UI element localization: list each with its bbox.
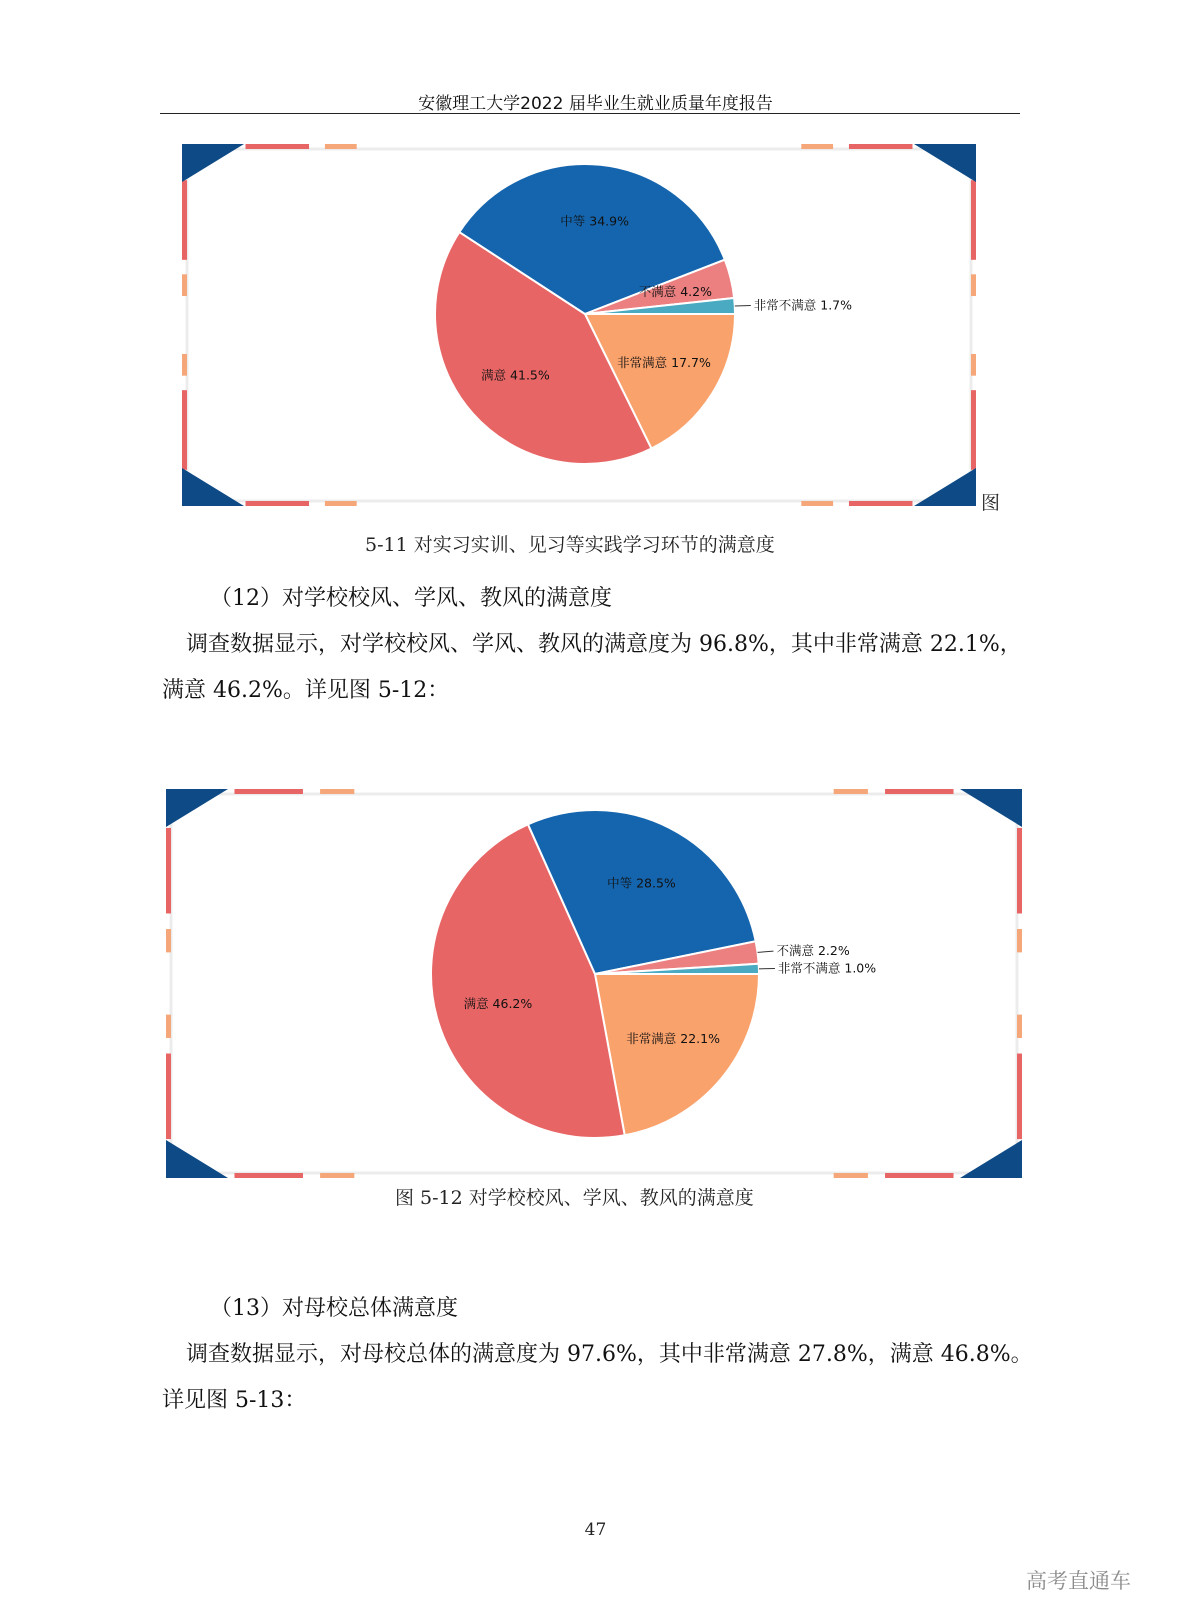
- frame-bottom-accent: [320, 1173, 354, 1178]
- figure-5-12-caption: 图 5-12 对学校校风、学风、教风的满意度: [395, 1187, 754, 1209]
- section-12-text-line-2: 满意 46.2%。详见图 5-12：: [162, 678, 450, 703]
- pie-slice-label-3: 不满意 2.2%: [776, 943, 850, 959]
- frame-right-accent: [971, 180, 976, 260]
- frame-top-accent: [834, 789, 868, 794]
- pie-slice-label-2: 中等 34.9%: [560, 213, 629, 229]
- section-13-text-line-2: 详见图 5-13：: [162, 1388, 307, 1413]
- frame-right-accent: [971, 274, 976, 296]
- section-12-text-line-1: 调查数据显示，对学校校风、学风、教风的满意度为 96.8%，其中非常满意 22.1%，: [186, 632, 1022, 657]
- frame-top-accent: [849, 144, 913, 149]
- header-divider: [160, 113, 1020, 114]
- report-header-title: 安徽理工大学2022 届毕业生就业质量年度报告: [418, 94, 773, 114]
- frame-right-accent: [971, 390, 976, 470]
- pie-slice-label-0: 非常满意 17.7%: [617, 355, 711, 371]
- frame-top-accent: [234, 789, 302, 794]
- frame-right-accent: [1017, 1054, 1022, 1140]
- frame-left-accent: [182, 274, 187, 296]
- pie-slice-label-3: 不满意 4.2%: [638, 284, 712, 300]
- frame-bottom-accent: [246, 501, 310, 506]
- frame-left-accent: [182, 390, 187, 470]
- frame-bottom-accent: [234, 1173, 302, 1178]
- frame-top-accent: [320, 789, 354, 794]
- frame-left-accent: [182, 354, 187, 376]
- frame-top-accent: [801, 144, 833, 149]
- frame-left-accent: [166, 929, 171, 952]
- section-13-heading: （13）对母校总体满意度: [210, 1296, 458, 1321]
- watermark: 高考直通车: [1026, 1569, 1131, 1593]
- frame-left-accent: [182, 180, 187, 260]
- frame-left-accent: [166, 1054, 171, 1140]
- frame-right-accent: [1017, 929, 1022, 952]
- figure-5-11-caption: 5-11 对实习实训、见习等实践学习环节的满意度: [365, 534, 775, 556]
- frame-bottom-accent: [885, 1173, 953, 1178]
- pie-slice-label-1: 满意 41.5%: [481, 367, 550, 383]
- frame-top-accent: [246, 144, 310, 149]
- pie-slice-label-2: 中等 28.5%: [607, 875, 676, 891]
- frame-top-accent: [885, 789, 953, 794]
- pie-leader-line-4: [735, 305, 751, 306]
- pie-slice-label-4: 非常不满意 1.0%: [777, 960, 877, 976]
- pie-slice-label-0: 非常满意 22.1%: [626, 1031, 720, 1047]
- section-13-text-line-1: 调查数据显示，对母校总体的满意度为 97.6%，其中非常满意 27.8%，满意 46.8%。: [186, 1342, 1033, 1367]
- frame-right-accent: [971, 354, 976, 376]
- pie-slice-label-1: 满意 46.2%: [463, 996, 533, 1012]
- page-number: 47: [584, 1520, 607, 1540]
- frame-top-accent: [325, 144, 357, 149]
- frame-right-accent: [1017, 828, 1022, 914]
- figure-5-12-frame: [166, 789, 1022, 1178]
- figure-5-12-pie-chart: [166, 789, 1022, 1178]
- frame-bottom-accent: [325, 501, 357, 506]
- figure-5-11-caption-prefix: 图: [981, 492, 1001, 514]
- figure-5-11-pie-chart: [182, 144, 976, 506]
- frame-left-accent: [166, 1015, 171, 1038]
- frame-bottom-accent: [801, 501, 833, 506]
- frame-bottom-accent: [849, 501, 913, 506]
- frame-right-accent: [1017, 1015, 1022, 1038]
- frame-bottom-accent: [834, 1173, 868, 1178]
- section-12-heading: （12）对学校校风、学风、教风的满意度: [210, 586, 612, 611]
- figure-5-11-frame: [182, 144, 976, 506]
- pie-slice-label-4: 非常不满意 1.7%: [753, 297, 853, 313]
- frame-left-accent: [166, 828, 171, 914]
